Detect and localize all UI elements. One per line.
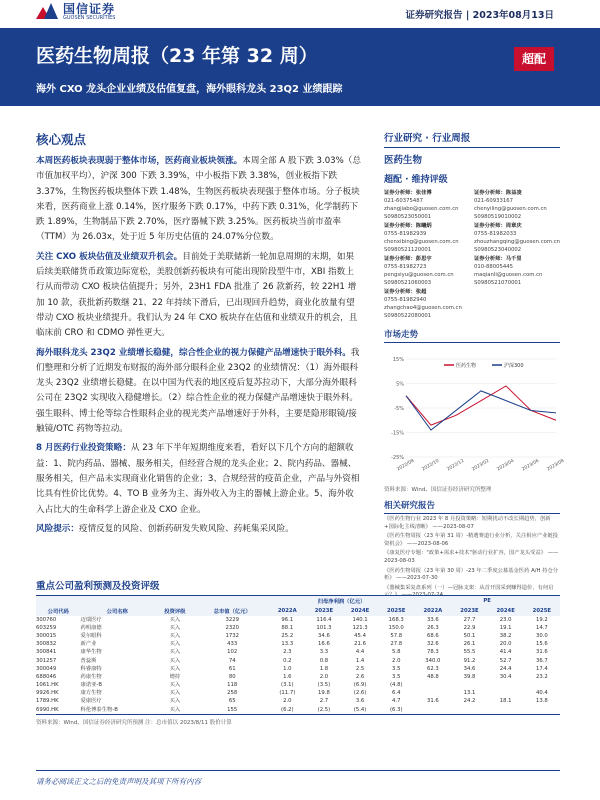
table-cell: 普蕊斯 [80, 657, 97, 664]
table-cell: (3.1) [281, 682, 294, 689]
table-cell: 2.3 [283, 649, 292, 656]
analyst-role: 证券分析师： [384, 256, 416, 262]
table-cell: 9926.HK [36, 690, 59, 697]
table-cell: 258 [227, 690, 238, 697]
table-cell: 88.1 [281, 624, 294, 631]
analyst-card [384, 189, 472, 221]
table-cell: 150.0 [388, 624, 404, 631]
table-cell: 1061.HK [36, 682, 59, 689]
table-cell: 300049 [36, 665, 57, 672]
table-cell: 300015 [36, 632, 57, 639]
analyst-role: 证券分析师： [474, 256, 506, 262]
analyst-phone: 021-60375487 [384, 198, 423, 204]
title-banner [0, 28, 600, 106]
table-cell: 2.7 [319, 698, 329, 705]
analyst-phone: 0755-81982940 [384, 297, 427, 303]
core-views-heading: 核心观点 [36, 132, 87, 147]
table-cell: 买入 [169, 698, 181, 705]
table-cell: 155 [196, 706, 269, 715]
company-logo [36, 3, 115, 21]
y-tick-label: 5% [396, 381, 404, 388]
table-cell: 300760 [36, 616, 57, 623]
table-cell: 2.0 [319, 673, 329, 680]
table-cell: (2.6) [353, 690, 367, 697]
table-header-cell: 2022A [269, 606, 306, 616]
table-header-cell: 总市值（亿元） [196, 606, 269, 616]
table-cell: 340.0 [425, 657, 441, 664]
table-cell: 61 [228, 665, 236, 672]
table-row [36, 698, 560, 706]
paragraph-body: 本周全部 A 股下跌 3.03%（总市值加权平均），沪深 300 下跌 3.39%，中小板指下跌 3.38%，创业板指下跌 3.37%，生物医药板块整体下跌 1.48%，生物医药板块表现强于整体市场。分子板块来看，医药商业上涨 0.14%，医疗服务下跌 0.17%，中药下跌 0.31%，化学制药下跌 1.89%，生物制品下跌 2.70%，医疗器械下跌 3.25%。医药板块当前市盈率（TTM）为 26.03x，处于近 5 年历史估值的 24.07%分位数。 [36, 156, 361, 243]
table-header-cell: 2022A [414, 606, 451, 616]
y-tick-label: 15% [392, 357, 404, 363]
table-cell: 57.8 [390, 632, 403, 639]
related-report-item[interactable]: 《医药生物行业 2023 年 8 月投资策略：短期扰动不改长期趋势，创新+国际化主线清晰》 ——2023-08-07 [384, 516, 551, 530]
table-cell: 52.7 [499, 657, 512, 664]
table-cell: 48.8 [426, 673, 439, 680]
analyst-phone: 021-60933167 [474, 198, 513, 204]
table-cell: 74 [228, 657, 236, 664]
table-group-blank [36, 596, 269, 607]
analyst-cert: S0980521120001 [384, 247, 432, 253]
table-cell [488, 706, 524, 715]
analyst-cert: S0980523040002 [474, 247, 522, 253]
table-cell: 买入 [169, 649, 181, 656]
paragraph-highlight: 本周医药板块表现弱于整体市场，医药商业板块领涨。 [36, 156, 243, 166]
x-tick-label: 2023/06 [521, 458, 541, 473]
paragraph-highlight: 风险提示： [36, 523, 79, 534]
table-cell: 21.6 [354, 641, 366, 648]
table-row [36, 665, 560, 673]
x-tick-label: 2022/08 [396, 458, 416, 473]
analyst-cert: S0980521060003 [384, 280, 432, 286]
logo-name-en: GUOSEN SECURITIES [63, 15, 116, 21]
table-cell: 爱尔眼科 [80, 632, 102, 639]
table-cell: 3.3 [319, 649, 329, 656]
analyst-list [384, 189, 560, 320]
table-cell: 19.2 [535, 616, 548, 623]
table-cell: 13.8 [535, 698, 548, 705]
table-source: 资料来源：Wind、国信证券经济研究所预测 注：总市值以 2023/8/11 股价计算 [36, 720, 232, 727]
table-cell: 24.4 [499, 665, 512, 672]
core-paragraph [36, 441, 362, 517]
market-trend-chart [384, 349, 566, 479]
analyst-name: 周章庆 [505, 223, 522, 229]
table-cell: 3229 [225, 616, 239, 623]
analyst-phone: 0755-81982939 [384, 231, 427, 237]
table-row [36, 616, 560, 624]
table-cell: 买入 [169, 616, 181, 623]
table-cell: (2.5) [306, 706, 342, 715]
table-cell: 40.4 [535, 690, 548, 697]
table-cell: 65 [228, 698, 236, 705]
analyst-email[interactable]: chenxibing@guosen.com.cn [384, 239, 459, 245]
table-cell: (11.7) [279, 690, 296, 697]
legend-label: 沪深300 [504, 363, 524, 369]
table-cell: 1.0 [283, 665, 292, 672]
table-cell: 32.6 [426, 641, 439, 648]
table-cell: 3.5 [392, 673, 401, 680]
table-row [36, 706, 560, 715]
related-report-item[interactable]: 《器械集采复盘系列（一）—冠脉支架：从首开国采到赚得造价，有何启 [384, 584, 554, 591]
table-cell: 14.7 [535, 624, 548, 631]
table-cell: 31.6 [535, 649, 548, 656]
analyst-role: 证券分析师： [384, 190, 416, 196]
table-cell: 科睿康特 [80, 665, 102, 672]
analyst-role: 证券分析师： [384, 289, 416, 295]
table-cell: (6.3) [378, 706, 414, 715]
analyst-role: 证券分析师： [474, 223, 506, 229]
table-cell: 22.9 [463, 624, 476, 631]
table-cell: 5.8 [392, 649, 401, 656]
table-cell: 药康生物 [80, 673, 102, 680]
analyst-card [474, 255, 562, 287]
table-cell: 4.7 [392, 698, 401, 705]
table-cell: 买入 [169, 682, 181, 689]
x-tick-label: 2022/12 [446, 458, 466, 473]
analyst-name: 马千里 [505, 256, 522, 262]
analyst-card [384, 255, 472, 287]
table-header-cell: 投资评级 [154, 606, 196, 616]
table-cell: 0.2 [283, 657, 292, 664]
table-cell: 68.6 [426, 632, 439, 639]
table-cell: 买入 [154, 706, 196, 715]
table-cell: (6.2) [269, 706, 306, 715]
table-cell: 116.4 [316, 616, 332, 623]
table-row [36, 624, 560, 632]
table-cell: 118 [227, 682, 238, 689]
table-cell [524, 682, 560, 690]
table-header-cell: 2025E [378, 606, 414, 616]
paragraph-highlight: 关注 CXO 板块估值及业绩双升机会。 [36, 251, 183, 262]
core-paragraph [36, 250, 362, 342]
logo-name-cn: 国信证券 [63, 2, 116, 16]
analyst-phone: 0755-81982723 [384, 264, 427, 270]
analyst-role: 证券分析师： [384, 223, 416, 229]
table-cell: 26.1 [463, 641, 476, 648]
table-cell: 41.4 [499, 649, 512, 656]
table-row [36, 657, 560, 665]
table-row [36, 632, 560, 640]
core-paragraph [36, 154, 362, 246]
x-tick-label: 2022/10 [421, 458, 441, 473]
paragraph-highlight: 海外眼科龙头 23Q2 业绩增长稳健，综合性企业的视力保健产品增速快于眼外科。 [36, 347, 351, 358]
table-cell: 102 [227, 649, 238, 656]
table-cell [451, 682, 487, 690]
table-cell: 121.3 [352, 624, 368, 631]
table-cell [524, 706, 560, 715]
table-cell: 康华生物 [80, 649, 102, 656]
table-cell: 25.2 [281, 632, 294, 639]
related-report-item[interactable]: 《医药生物周报（23 年第 30 周）-23 年二季度公募基金医药 A/H 持仓分析》 ——2023-07-30 [384, 567, 559, 582]
series-line [406, 386, 556, 425]
table-cell: 17.4 [535, 665, 548, 672]
table-cell: 2.6 [355, 673, 365, 680]
chart-source: 资料来源：Wind、国信证券经济研究所整理 [384, 487, 492, 493]
table-cell: 39.8 [463, 673, 476, 680]
analyst-name: 彭思宇 [415, 256, 432, 262]
forecast-table-section [36, 578, 560, 726]
y-tick-label: -15% [391, 430, 404, 437]
table-cell: 23.2 [535, 673, 548, 680]
table-group-header: PE [414, 596, 560, 607]
table-header-cell: 2023E [306, 606, 342, 616]
analyst-email[interactable]: pengsiyu@guosen.com.cn [384, 272, 454, 278]
table-row [36, 641, 560, 649]
table-cell: (5.4) [342, 706, 378, 715]
table-cell: (3.5) [317, 682, 331, 689]
footer-divider [36, 770, 560, 771]
table-cell: 买入 [169, 624, 181, 631]
table-cell: 30.4 [499, 673, 512, 680]
table-cell: 24.2 [463, 698, 476, 705]
table-row [36, 649, 560, 657]
analyst-cert: S0980519010002 [474, 214, 522, 220]
table-cell: 6990.HK [36, 706, 81, 715]
analyst-email[interactable]: chenyiling@guosen.com.cn [474, 206, 547, 212]
analyst-email[interactable]: zhangjiabo@guosen.com.cn [384, 206, 459, 212]
table-cell: 20.0 [499, 641, 512, 648]
table-cell: 新产业 [80, 641, 97, 648]
table-cell: 1.4 [355, 657, 365, 664]
table-cell [414, 682, 451, 690]
paragraph-body: 目前处于美联储新一轮加息周期的末期，如果后续美联储货币政策边际宽松，美股创新药板块有可能出现阶段型牛市，XBI 指数上行从而带动 CXO 板块估值提升；另外，23H1 FDA 批准了 26 款新药，较 22H1 增加 10 款，获批新药数继 21、22 年持续下滑后，已出现回升趋势，商业化放量有望带动 CXO 板块业绩提升。我们认为 24 年 CXO 板块存在估值和业绩双升的机会，且临床前 CRO 和 CDMO 弹性更大。 [36, 251, 358, 339]
analyst-role: 证券分析师： [474, 190, 506, 196]
analyst-cert: S0980523050001 [384, 214, 432, 220]
table-cell: 50.1 [463, 632, 476, 639]
table-cell [488, 682, 524, 690]
analyst-email[interactable]: maqianli@guosen.com.cn [474, 272, 543, 278]
analyst-email[interactable]: zhangchao4@guosen.com.cn [384, 305, 462, 311]
y-tick-label: -5% [394, 406, 404, 412]
logo-mark-icon [36, 3, 58, 21]
table-cell: 300832 [36, 641, 57, 648]
table-header-cell: 2024E [488, 606, 524, 616]
table-cell: 101.3 [316, 624, 332, 631]
table-cell: 2.0 [283, 698, 292, 705]
report-meta: 证券研究报告 | 2023年08月13日 [405, 10, 554, 21]
table-cell: 2.5 [355, 665, 365, 672]
sidebar [384, 130, 566, 600]
analyst-card [474, 222, 562, 254]
table-cell: 140.1 [352, 616, 368, 623]
table-header-cell: 2024E [342, 606, 378, 616]
table-cell: 买入 [169, 657, 181, 664]
table-cell: 2320 [225, 624, 239, 631]
table-cell: 16.6 [318, 641, 330, 648]
report-title: 医药生物周报（23 年第 32 周） [36, 45, 318, 67]
report-category: 行业研究 · 行业周报 [384, 133, 471, 144]
table-cell: 康诺亚-B [80, 682, 102, 689]
table-cell: 45.4 [354, 632, 366, 639]
table-cell: 33.6 [426, 616, 439, 623]
table-cell: 18.1 [499, 698, 512, 705]
table-cell: 19.8 [318, 690, 330, 697]
table-header-cell: 公司代码 [36, 606, 81, 616]
analyst-email[interactable]: zhouzhangqing@guosen.com.cn [474, 239, 560, 245]
series-line [406, 391, 556, 430]
rating-line: 超配 · 维持评级 [384, 175, 448, 185]
table-cell: 688046 [36, 673, 57, 680]
table-cell [414, 690, 451, 698]
table-cell: 4.4 [355, 649, 365, 656]
table-header-cell: 2025E [524, 606, 560, 616]
table-cell: 62.3 [426, 665, 439, 672]
table-cell [451, 706, 487, 715]
table-header-cell: 2023E [451, 606, 487, 616]
table-cell: 300841 [36, 649, 57, 656]
analyst-name: 张超 [415, 289, 427, 295]
analyst-name: 陈益凌 [505, 190, 522, 196]
legend-label: 医药生物 [456, 363, 477, 369]
core-paragraph [36, 522, 362, 537]
table-cell: 80 [228, 673, 236, 680]
table-cell: 1.8 [319, 665, 329, 672]
table-cell: 19.1 [499, 624, 512, 631]
table-cell: 买入 [169, 665, 181, 672]
market-trend-title: 市场走势 [384, 328, 560, 343]
table-group-header: 归母净利润（亿元） [269, 596, 415, 607]
paragraph-body: 我们整理和分析了近期发布财报的海外部分眼科企业 23Q2 的业绩情况：（1）海外眼科龙头 23Q2 业绩增长稳健。在以中国为代表的地区疫后复苏拉动下，大部分海外眼科公司在 23Q2 实现收入稳健增长。（2）综合性企业的视力保健产品增速快于眼外科。强生眼科、博士伦等综合性眼科企业的视光类产品增速好于外科，主要是隐形眼镜/接触镜/OTC 药物等拉动。 [36, 347, 360, 435]
table-cell: 603259 [36, 624, 57, 631]
analyst-card [474, 189, 562, 221]
table-cell: 27.7 [463, 616, 476, 623]
x-tick-label: 2023/04 [496, 458, 516, 473]
paragraph-body: 疫情反复的风险、创新药研发失败风险、药耗集采风险。 [78, 523, 294, 534]
core-views-section [36, 130, 362, 541]
analyst-card [384, 288, 472, 320]
table-cell: (6.9) [353, 682, 367, 689]
table-row [36, 690, 560, 698]
table-row [36, 682, 560, 690]
analyst-name: 陈曦炳 [415, 223, 432, 229]
table-cell: 91.2 [463, 657, 476, 664]
rating-badge: 超配 [514, 47, 554, 71]
table-cell: 3.6 [355, 698, 365, 705]
table-cell: 2.0 [392, 657, 401, 664]
table-cell: 23.0 [499, 616, 512, 623]
x-tick-label: 2023/08 [546, 458, 566, 473]
table-cell: 38.2 [499, 632, 512, 639]
table-cell: 301257 [36, 657, 57, 664]
table-cell: 迈瑞医疗 [80, 616, 102, 623]
table-cell: 1.6 [283, 673, 292, 680]
table-cell: 34.6 [318, 632, 330, 639]
table-cell: 6.4 [392, 690, 401, 697]
analyst-name: 张佳博 [415, 190, 432, 196]
industry-name: 医药生物 [384, 155, 423, 166]
table-cell: 36.7 [535, 657, 548, 664]
related-reports-title: 相关研究报告 [384, 499, 560, 514]
x-tick-label: 2023/02 [471, 458, 491, 473]
paragraph-body: 从 23 年下半年短期维度来看，看好以下几个方向的超额收益：1、院内药品、器械、服务相关，但经营合规的龙头企业；2、院内药品、器械、服务相关，但产品未实现商业化销售的企业；3、合规经营的疫苗企业，产品与外资相比具有性价比优势。4、TO B 业务为主、海外收入为主的器械上游企业。5、海外收入占比大的生命科学上游企业及 CXO 企业。 [36, 443, 360, 515]
table-cell [488, 690, 524, 698]
table-cell: 96.1 [281, 616, 294, 623]
table-cell: 31.6 [426, 698, 439, 705]
table-cell: 1732 [225, 632, 239, 639]
table-cell: 1789.HK [36, 698, 59, 705]
analyst-phone: 0755-81982033 [474, 231, 517, 237]
analyst-phone: 010-88005445 [474, 264, 513, 270]
table-cell: 康方生物 [80, 690, 102, 697]
table-cell: 科伦博泰生物-B [81, 706, 154, 715]
footer-disclaimer: 请务必阅读正文之后的免责声明及其项下所有内容 [36, 777, 201, 786]
table-cell: 爱康医疗 [80, 698, 102, 705]
table-cell: 168.3 [388, 616, 404, 623]
table-cell: 27.8 [390, 641, 403, 648]
table-cell: 34.6 [463, 665, 476, 672]
divider [384, 147, 560, 148]
table-cell: 15.6 [535, 641, 548, 648]
table-cell: 买入 [169, 690, 181, 697]
analyst-cert: S0980521070001 [474, 280, 522, 286]
table-cell: 0.8 [319, 657, 329, 664]
table-cell: 433 [227, 641, 238, 648]
forecast-table [36, 595, 560, 715]
table-cell: 3.5 [392, 665, 401, 672]
table-header-cell: 公司名称 [81, 606, 154, 616]
related-report-item[interactable]: 《康复医疗专题："政策+需求+技术"驱动行业扩容，国产龙头受益》 ——2023-08-03 [384, 550, 559, 564]
report-subtitle: 海外 CXO 龙头企业业绩及估值复盘，海外眼科龙头 23Q2 业绩跟踪 [36, 84, 343, 95]
table-cell: 55.5 [463, 649, 476, 656]
related-report-item[interactable]: 《医药生物周报（23 年第 31 周）-精選赛道行业分析，关注相应产业链投资机会》 ——2023-08-06 [384, 533, 559, 547]
core-paragraph [36, 346, 362, 438]
table-row [36, 673, 560, 681]
table-cell: 增持 [169, 673, 181, 680]
table-cell: 13.1 [463, 690, 476, 697]
analyst-cert: S0980522080001 [384, 313, 432, 319]
table-cell: 买入 [169, 632, 181, 639]
table-cell: (4.8) [389, 682, 403, 689]
table-cell [414, 706, 451, 715]
table-cell: 药明康德 [80, 624, 102, 631]
table-cell: 30.0 [535, 632, 548, 639]
analyst-card [384, 222, 472, 254]
table-cell: 78.3 [426, 649, 439, 656]
paragraph-highlight: 8 月医药行业投资策略： [36, 443, 131, 454]
table-cell: 买入 [169, 641, 181, 648]
table-title: 重点公司盈利预测及投资评级 [36, 581, 160, 592]
y-tick-label: -25% [391, 455, 404, 461]
top-bar [0, 0, 600, 28]
table-cell: 13.3 [281, 641, 294, 648]
table-cell: 26.3 [426, 624, 439, 631]
